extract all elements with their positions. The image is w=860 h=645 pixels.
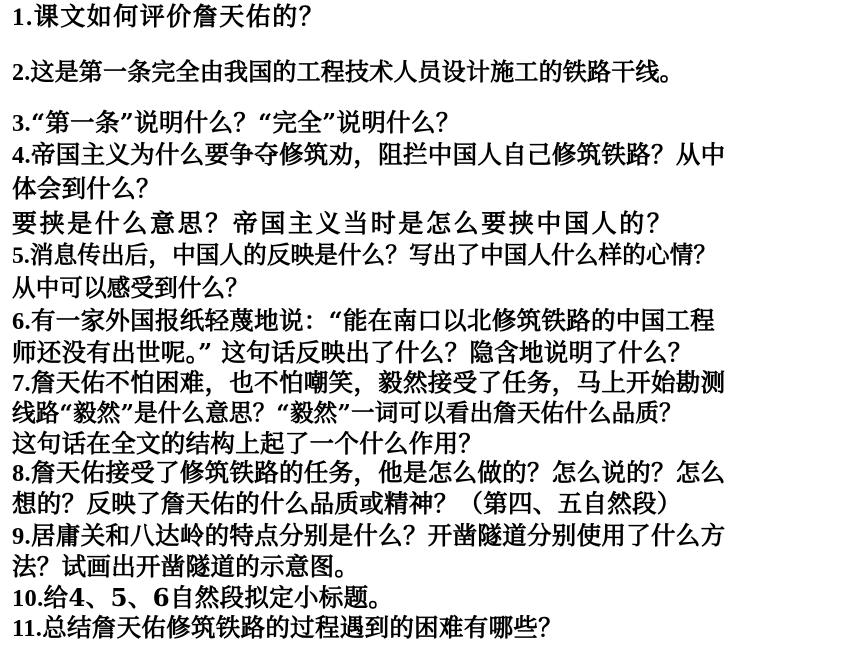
question-number: 3. <box>12 110 31 137</box>
question-text: 居庸关和八达岭的特点分别是什么？开凿隧道分别使用了什么方 <box>30 521 726 550</box>
question-text: 詹天佑接受了修筑铁路的任务，他是怎么做的？怎么说的？怎么 <box>30 458 726 487</box>
question-number: 2. <box>12 60 31 86</box>
question-6 <box>12 306 715 335</box>
question-text: 线路“毅然”是什么意思？“毅然”一词可以看出詹天佑什么品质？ <box>12 399 683 427</box>
question-text: 消息传出后，中国人的反映是什么？写出了中国人什么样的心情？ <box>29 241 718 269</box>
question-4-followup <box>12 211 674 236</box>
question-text: 帝国主义为什么要争夺修筑劝，阻拦中国人自己修筑铁路？从中 <box>30 140 726 169</box>
question-text: 课文如何评价詹天佑的？ <box>33 2 326 31</box>
question-number: 8. <box>12 460 31 487</box>
question-number: 1. <box>12 4 34 31</box>
question-text: 詹天佑不怕困难，也不怕嘲笑，毅然接受了任务，马上开始勘测 <box>30 368 726 397</box>
question-number: 11. <box>12 615 43 642</box>
question-text: 这是第一条完全由我国的工程技术人员设计施工的铁路干线。 <box>30 57 684 86</box>
question-3 <box>12 108 461 137</box>
question-6-continued <box>12 338 693 367</box>
question-2 <box>12 57 684 86</box>
question-text: 要挟是什么意思？帝国主义当时是怎么要挟中国人的？ <box>12 209 675 238</box>
question-text: 师还没有出世呢。” 这句话反映出了什么？隐含地说明了什么？ <box>12 338 693 367</box>
question-text: 法？试画出开凿隧道的示意图。 <box>12 552 360 581</box>
question-text: 从中可以感受到什么？ <box>12 274 249 302</box>
question-7 <box>12 368 726 397</box>
question-number: 10. <box>12 585 44 612</box>
question-1 <box>12 4 325 30</box>
question-text: 想的？反映了詹天佑的什么品质或精神？（第四、五自然段） <box>12 489 682 518</box>
question-number: 4. <box>12 142 31 169</box>
question-text: 总结詹天佑修筑铁路的过程遇到的困难有哪些？ <box>42 613 563 642</box>
question-7-continued <box>12 399 683 427</box>
question-7-followup <box>12 429 484 458</box>
question-text: 有一家外国报纸轻蔑地说：“能在南口以北修筑铁路的中国工程 <box>30 306 715 335</box>
question-10 <box>12 583 394 612</box>
question-4-continued <box>12 174 161 203</box>
question-9 <box>12 521 726 550</box>
question-8-continued <box>12 489 682 518</box>
question-number: 6. <box>12 308 31 335</box>
question-number: 9. <box>12 523 31 550</box>
question-11 <box>12 613 563 642</box>
question-5-continued <box>12 274 249 302</box>
question-text: 给4、5、6自然段拟定小标题。 <box>43 583 394 612</box>
question-text: 体会到什么？ <box>12 174 161 203</box>
question-5 <box>12 241 718 269</box>
question-8 <box>12 458 726 487</box>
question-4 <box>12 140 726 169</box>
question-text: 这句话在全文的结构上起了一个什么作用？ <box>12 429 484 458</box>
question-text: “第一条”说明什么？“完全”说明什么？ <box>30 108 461 137</box>
question-number: 5. <box>12 243 30 269</box>
question-number: 7. <box>12 370 31 397</box>
question-9-continued <box>12 552 360 581</box>
